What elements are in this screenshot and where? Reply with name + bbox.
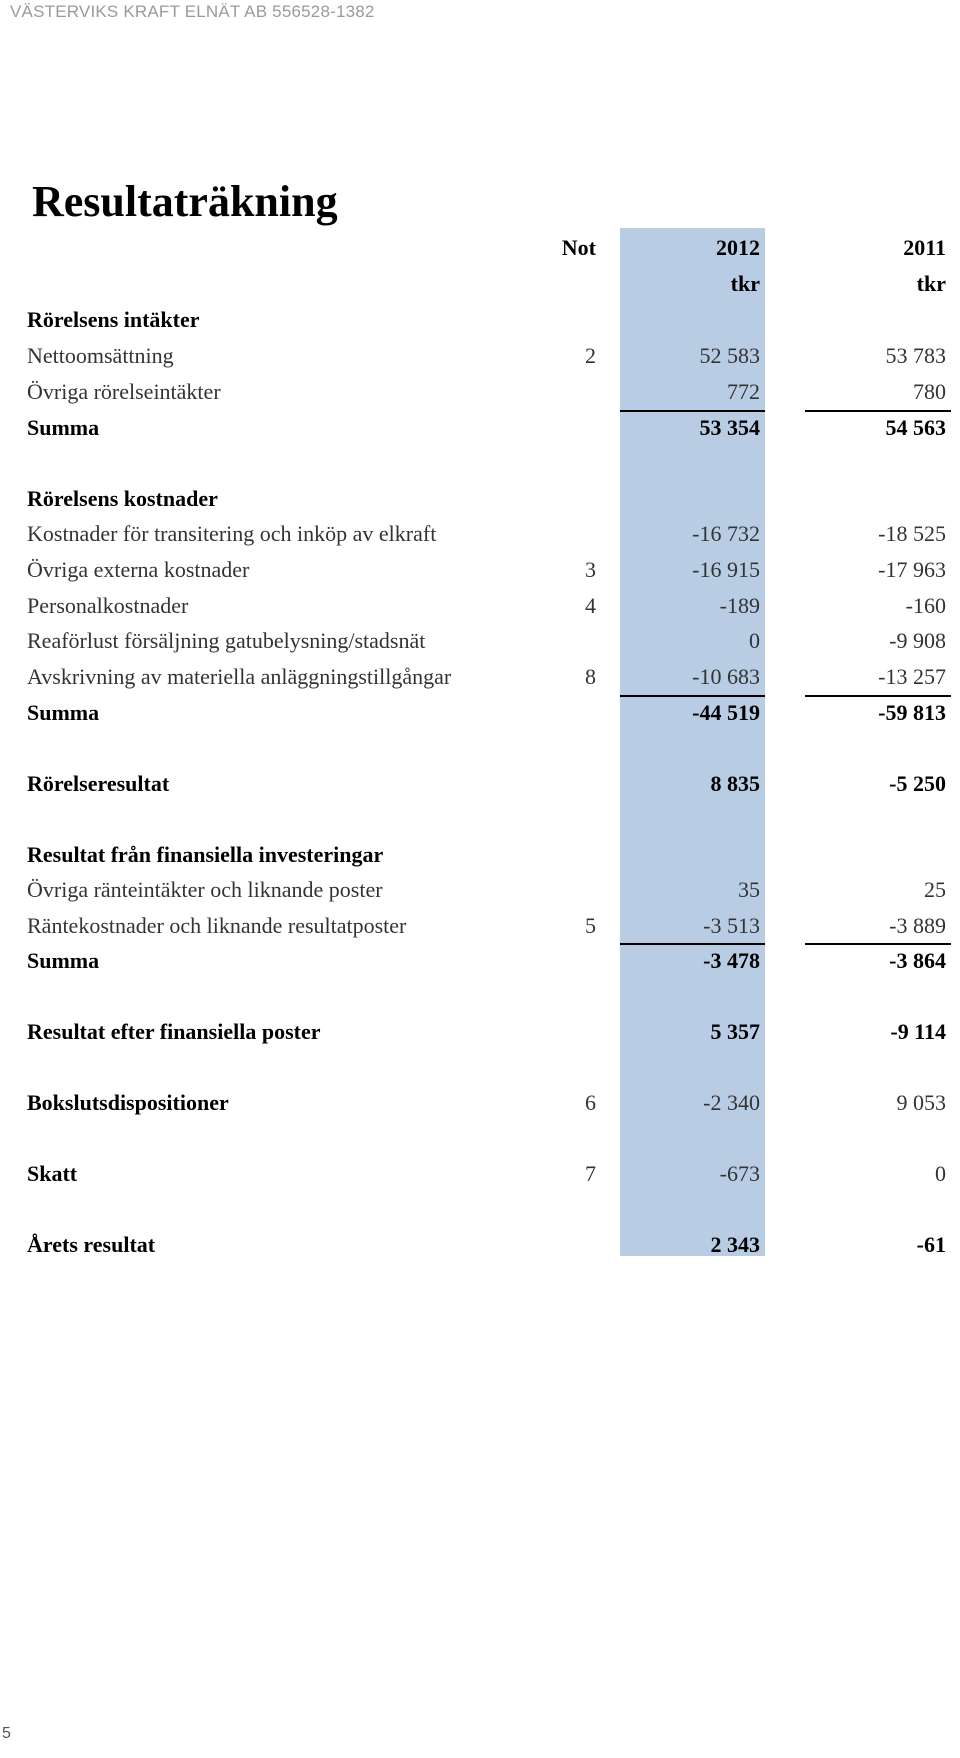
- statement-row-depreciation: [0, 659, 960, 695]
- statement-row-tax: [0, 1156, 960, 1192]
- row-value-2011: -3 864: [889, 948, 946, 973]
- year-2011-header: 2011: [903, 235, 946, 260]
- statement-row-interest-expense: [0, 908, 960, 944]
- unit-2012-label: tkr: [730, 271, 760, 296]
- row-label: Bokslutsdispositioner: [27, 1090, 229, 1115]
- note-column-header: Not: [561, 235, 596, 260]
- unit-header-row: [0, 266, 960, 302]
- row-label: Räntekostnader och liknande resultatposter: [27, 913, 407, 938]
- row-value-2012: 35: [738, 877, 760, 902]
- total-row-net-result: [0, 1227, 960, 1263]
- row-value-2012: 53 354: [699, 415, 760, 440]
- row-label: Personalkostnader: [27, 593, 189, 618]
- row-value-2012: -3 513: [703, 913, 760, 938]
- row-label: Resultat från finansiella investeringar: [27, 842, 384, 867]
- subtotal-row-operating-income: [0, 410, 960, 446]
- row-note: 4: [585, 593, 596, 618]
- statement-row-other-external-costs: [0, 552, 960, 588]
- row-value-2011: -3 889: [889, 913, 946, 938]
- row-note: 6: [585, 1090, 596, 1115]
- row-value-2011: -9 114: [890, 1019, 946, 1044]
- row-value-2011: 25: [924, 877, 946, 902]
- statement-row-loss-on-sale: [0, 623, 960, 659]
- row-value-2011: -5 250: [889, 771, 946, 796]
- company-header: VÄSTERVIKS KRAFT ELNÄT AB 556528-1382: [10, 2, 375, 21]
- row-note: 3: [585, 557, 596, 582]
- row-value-2011: -18 525: [878, 521, 946, 546]
- row-value-2012: -16 732: [692, 521, 760, 546]
- row-label: Övriga rörelseintäkter: [27, 379, 221, 404]
- row-label: Rörelsens kostnader: [27, 486, 218, 511]
- row-label: Summa: [27, 700, 100, 725]
- total-row-result-after-financial-items: [0, 1014, 960, 1050]
- row-label: Nettoomsättning: [27, 343, 174, 368]
- row-value-2012: -3 478: [703, 948, 760, 973]
- row-label: Övriga ränteintäkter och liknande poster: [27, 877, 383, 902]
- subtotal-row-operating-expenses: [0, 695, 960, 731]
- statement-row-appropriations: [0, 1085, 960, 1121]
- row-value-2011: 9 053: [896, 1090, 946, 1115]
- row-value-2012: -189: [719, 593, 760, 618]
- subtotal-row-financial-items: [0, 943, 960, 979]
- section-heading-financial-items: [0, 837, 960, 873]
- section-heading-operating-expenses: [0, 481, 960, 517]
- row-value-2011: 53 783: [885, 343, 946, 368]
- row-label: Årets resultat: [27, 1232, 156, 1257]
- row-label: Summa: [27, 415, 100, 440]
- row-value-2012: 2 343: [710, 1232, 760, 1257]
- row-label: Kostnader för transitering och inköp av elkraft: [27, 521, 437, 546]
- column-header-row: [0, 230, 960, 266]
- row-value-2011: 54 563: [885, 415, 946, 440]
- row-value-2011: 780: [913, 379, 946, 404]
- row-note: 7: [585, 1161, 596, 1186]
- row-value-2012: -2 340: [703, 1090, 760, 1115]
- row-label: Rörelseresultat: [27, 771, 170, 796]
- row-label: Övriga externa kostnader: [27, 557, 250, 582]
- row-value-2012: 8 835: [710, 771, 760, 796]
- row-label: Rörelsens intäkter: [27, 307, 200, 332]
- row-label: Skatt: [27, 1161, 78, 1186]
- row-label: Avskrivning av materiella anläggningstillgångar: [27, 664, 452, 689]
- row-value-2012: 0: [749, 628, 760, 653]
- row-value-2012: 5 357: [710, 1019, 760, 1044]
- statement-row-net-sales: [0, 338, 960, 374]
- statement-row-transit-and-power-purchase: [0, 516, 960, 552]
- row-value-2011: -17 963: [878, 557, 946, 582]
- page-title: Resultaträkning: [32, 177, 338, 226]
- row-note: 2: [585, 343, 596, 368]
- row-label: Summa: [27, 948, 100, 973]
- row-value-2011: -9 908: [889, 628, 946, 653]
- row-value-2012: 52 583: [699, 343, 760, 368]
- row-value-2011: -61: [916, 1232, 946, 1257]
- row-value-2012: 772: [727, 379, 760, 404]
- row-value-2011: -160: [905, 593, 946, 618]
- total-row-operating-result: [0, 766, 960, 802]
- row-value-2011: -13 257: [878, 664, 946, 689]
- statement-row-interest-income: [0, 872, 960, 908]
- year-2012-header: 2012: [716, 235, 760, 260]
- row-value-2011: -59 813: [878, 700, 946, 725]
- row-value-2012: -673: [719, 1161, 760, 1186]
- section-heading-operating-income: [0, 302, 960, 338]
- statement-row-other-operating-income: [0, 374, 960, 410]
- row-value-2011: 0: [935, 1161, 946, 1186]
- row-label: Reaförlust försäljning gatubelysning/stadsnät: [27, 628, 426, 653]
- row-value-2012: -10 683: [692, 664, 760, 689]
- row-value-2012: -44 519: [692, 700, 760, 725]
- unit-2011-label: tkr: [916, 271, 946, 296]
- page-number: 5: [2, 1725, 11, 1742]
- row-value-2012: -16 915: [692, 557, 760, 582]
- row-label: Resultat efter finansiella poster: [27, 1019, 321, 1044]
- row-note: 5: [585, 913, 596, 938]
- statement-row-personnel-costs: [0, 588, 960, 624]
- row-note: 8: [585, 664, 596, 689]
